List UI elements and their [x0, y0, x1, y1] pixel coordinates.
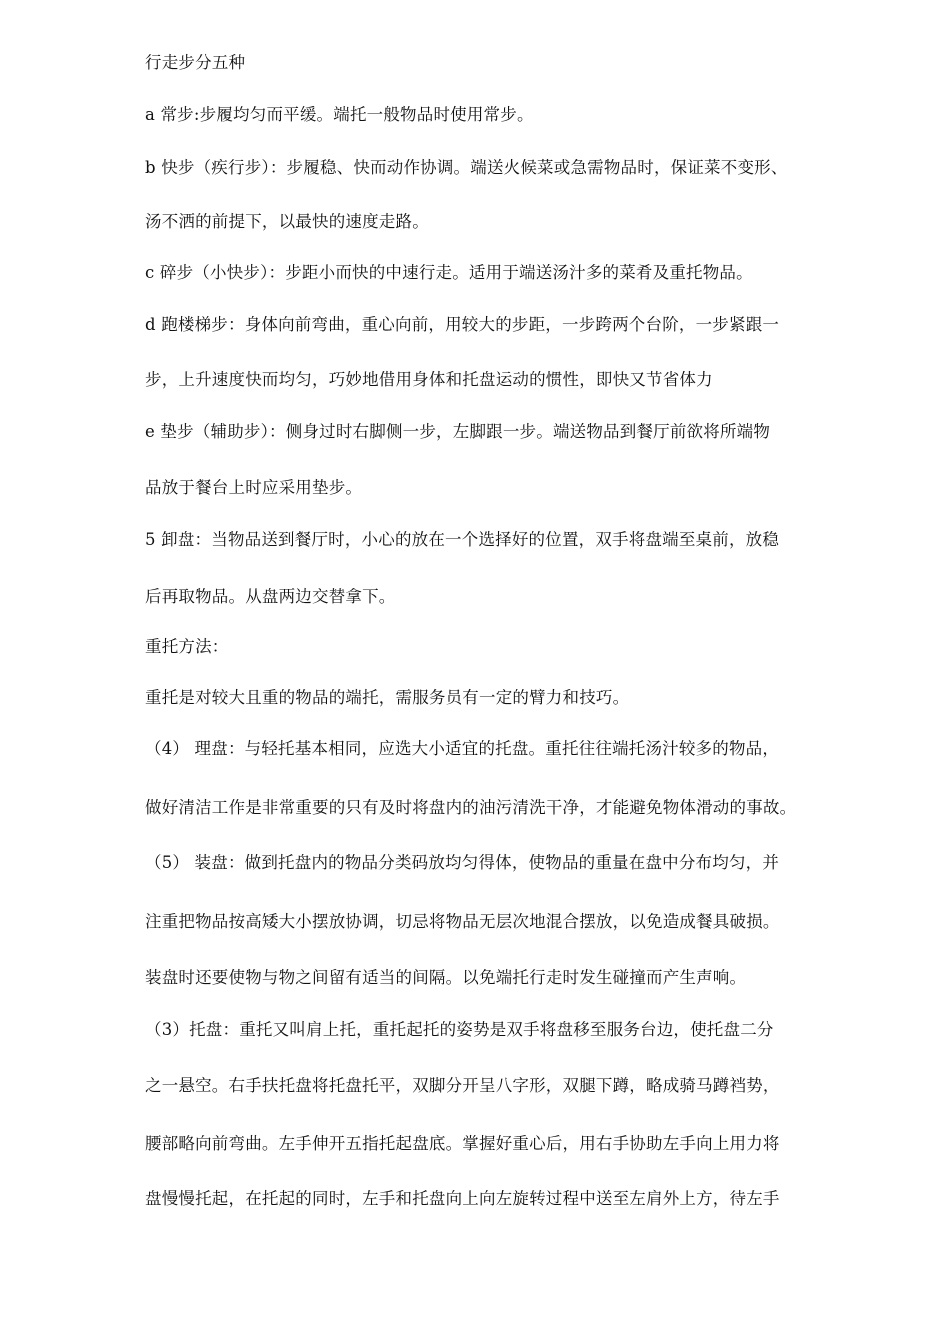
text-line: 注重把物品按高矮大小摆放协调，切忌将物品无层次地混合摆放，以免造成餐具破损。	[145, 912, 780, 931]
text-line: 重托方法：	[145, 637, 229, 656]
text-line: 做好清洁工作是非常重要的只有及时将盘内的油污清洗干净，才能避免物体滑动的事故。	[145, 798, 797, 817]
text-line: 品放于餐台上时应采用垫步。	[145, 478, 363, 497]
text-line: 腰部略向前弯曲。左手伸开五指托起盘底。掌握好重心后，用右手协助左手向上用力将	[145, 1134, 780, 1153]
text-line: 盘慢慢托起，在托起的同时，左手和托盘向上向左旋转过程中送至左肩外上方，待左手	[145, 1189, 780, 1208]
text-line: b 快步（疾行步）：步履稳、快而动作协调。端送火候菜或急需物品时，保证菜不变形、	[145, 158, 788, 177]
text-line: c 碎步（小快步）：步距小而快的中速行走。适用于端送汤汁多的菜肴及重托物品。	[145, 263, 753, 282]
text-line: d 跑楼梯步：身体向前弯曲，重心向前，用较大的步距，一步跨两个台阶，一步紧跟一	[145, 315, 780, 334]
text-line: （5） 装盘：做到托盘内的物品分类码放均匀得体，使物品的重量在盘中分布均匀，并	[145, 853, 780, 872]
text-line: （4） 理盘：与轻托基本相同，应选大小适宜的托盘。重托往往端托汤汁较多的物品，	[145, 739, 780, 758]
text-line: 装盘时还要使物与物之间留有适当的间隔。以免端托行走时发生碰撞而产生声响。	[145, 968, 747, 987]
text-line: 后再取物品。从盘两边交替拿下。	[145, 587, 396, 606]
text-line: 重托是对较大且重的物品的端托，需服务员有一定的臂力和技巧。	[145, 688, 630, 707]
text-line: a 常步:步履均匀而平缓。端托一般物品时使用常步。	[145, 105, 534, 124]
text-line: 之一悬空。右手扶托盘将托盘托平，双脚分开呈八字形，双腿下蹲，略成骑马蹲裆势，	[145, 1076, 780, 1095]
text-line: 5 卸盘：当物品送到餐厅时，小心的放在一个选择好的位置，双手将盘端至桌前，放稳	[145, 530, 780, 549]
text-line: 步，上升速度快而均匀，巧妙地借用身体和托盘运动的惯性，即快又节省体力	[145, 370, 713, 389]
text-line: （3）托盘：重托又叫肩上托，重托起托的姿势是双手将盘移至服务台边，使托盘二分	[145, 1020, 774, 1039]
text-line: e 垫步（辅助步）：侧身过时右脚侧一步，左脚跟一步。端送物品到餐厅前欲将所端物	[145, 422, 771, 441]
text-line: 行走步分五种	[145, 53, 246, 72]
text-line: 汤不洒的前提下，以最快的速度走路。	[145, 212, 429, 231]
